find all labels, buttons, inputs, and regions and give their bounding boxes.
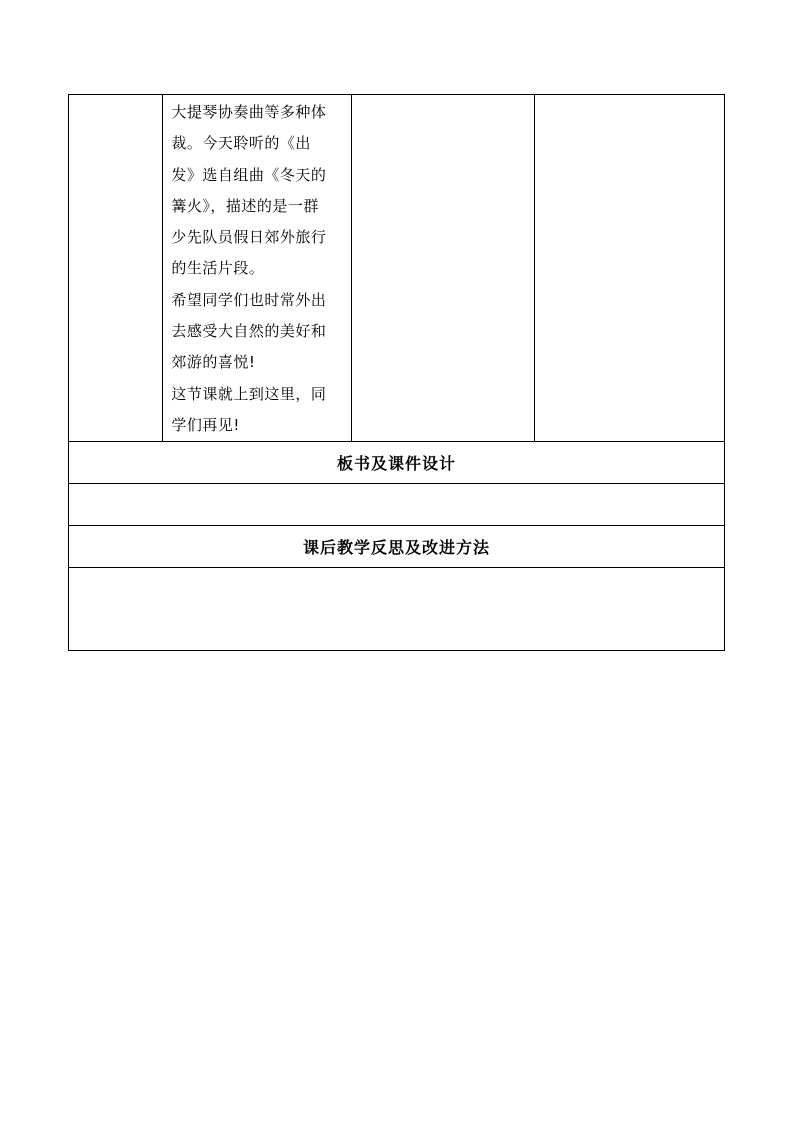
teacher-activity-cell	[163, 95, 352, 442]
lesson-plan-table	[68, 94, 725, 651]
text-line: 郊游的喜悦!	[171, 353, 256, 372]
text-line: 篝火》，描述的是一群	[171, 196, 319, 215]
stage-cell	[69, 95, 163, 442]
board-design-heading: 板书及课件设计	[69, 442, 725, 484]
design-intent-cell	[535, 95, 725, 442]
text-line: 的生活片段。	[171, 259, 265, 278]
board-design-content	[69, 484, 725, 526]
board-design-heading-row	[69, 442, 725, 484]
board-design-content-row	[69, 484, 725, 526]
text-line: 这节课就上到这里，同	[171, 384, 327, 403]
text-line: 裁。今天聆听的《出	[171, 134, 311, 153]
teaching-process-row	[69, 95, 725, 442]
text-line: 去感受大自然的美好和	[171, 322, 327, 341]
text-line: 发》选自组曲《冬天的	[171, 165, 327, 184]
reflection-heading: 课后教学反思及改进方法	[69, 526, 725, 568]
text-line: 大提琴协奏曲等多种体	[171, 103, 327, 121]
reflection-heading-row	[69, 526, 725, 568]
reflection-content-row	[69, 568, 725, 651]
student-activity-cell	[352, 95, 535, 442]
reflection-content	[69, 568, 725, 651]
text-line: 学们再见!	[171, 415, 240, 434]
text-line: 希望同学们也时常外出	[171, 290, 327, 309]
text-line: 少先队员假日郊外旅行	[171, 228, 327, 247]
